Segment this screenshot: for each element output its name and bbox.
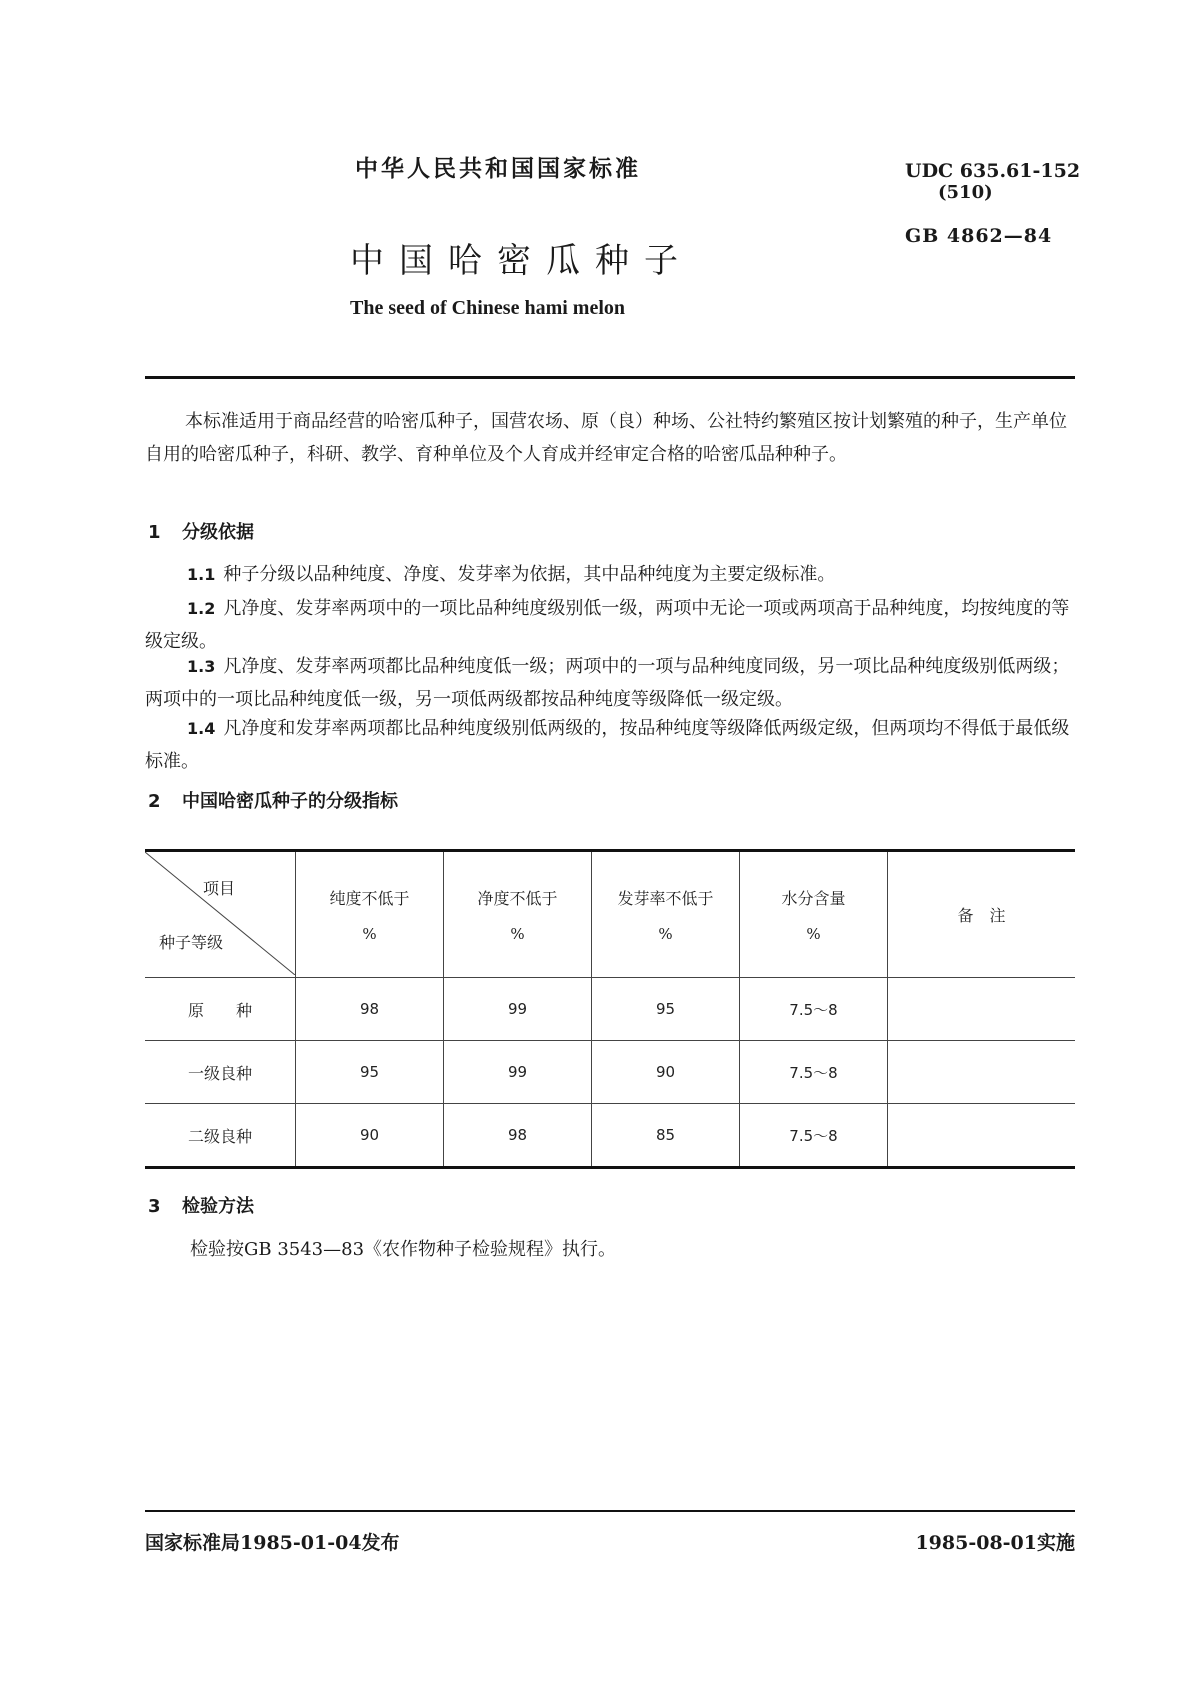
- intro-paragraph: 本标准适用于商品经营的哈密瓜种子，国营农场、原（良）种场、公社特约繁殖区按计划繁殖的种子，生产单位自用的哈密瓜种子，科研、教学、育种单位及个人育成并经审定合格的哈密瓜品种种子。: [145, 411, 1067, 465]
- clause-text: 凡净度和发芽率两项都比品种纯度级别低两级的，按品种纯度等级降低两级定级，但两项均不得低于最低级标准。: [145, 718, 1070, 772]
- clause-text: 种子分级以品种纯度、净度、发芽率为依据，其中品种纯度为主要定级标准。: [223, 564, 836, 585]
- section-title: 中国哈密瓜种子的分级指标: [182, 791, 398, 812]
- table-row: [145, 978, 1075, 1041]
- issue-date: 国家标准局1985-01-04发布: [145, 1532, 400, 1554]
- cleanliness-cell: 98: [444, 1104, 592, 1168]
- section-title: 检验方法: [182, 1196, 254, 1217]
- clause-1-2: [145, 592, 1075, 658]
- grade-cell: 二级良种: [145, 1104, 296, 1168]
- section-title: 分级依据: [182, 522, 254, 543]
- table-row: [145, 1104, 1075, 1168]
- column-header-notes: 备 注: [888, 851, 1076, 978]
- table-header-row: [145, 851, 1075, 978]
- clause-number: 1.2: [187, 599, 216, 618]
- clause-number: 1.3: [187, 657, 216, 676]
- note-cell: [888, 1041, 1076, 1104]
- effective-date: 1985-08-01实施: [915, 1532, 1075, 1554]
- section-2-heading: [148, 787, 398, 813]
- note-cell: [888, 1104, 1076, 1168]
- moisture-cell: 7.5～8: [740, 1104, 888, 1168]
- note-cell: [888, 978, 1076, 1041]
- grade-cell: 一级良种: [145, 1041, 296, 1104]
- moisture-cell: 7.5～8: [740, 978, 888, 1041]
- germination-cell: 95: [592, 978, 740, 1041]
- table-corner-cell: [145, 851, 296, 978]
- corner-label-grade: 种子等级: [159, 933, 224, 952]
- clause-1-4: [145, 712, 1075, 778]
- cleanliness-cell: 99: [444, 978, 592, 1041]
- diagonal-divider: [145, 852, 295, 975]
- cleanliness-cell: 99: [444, 1041, 592, 1104]
- section-1-heading: [148, 518, 254, 544]
- footer-divider: [145, 1510, 1075, 1512]
- clause-text: 凡净度、发芽率两项都比品种纯度低一级；两项中的一项与品种纯度同级，另一项比品种纯度级别低两级；两项中的一项比品种纯度低一级，另一项低两级都按品种纯度等级降低一级定级。: [145, 656, 1070, 710]
- grading-table: [145, 849, 1075, 1154]
- clause-1-3: [145, 650, 1075, 716]
- purity-cell: 98: [296, 978, 444, 1041]
- udc-subcode: (510): [938, 182, 993, 203]
- purity-cell: 95: [296, 1041, 444, 1104]
- germination-cell: 85: [592, 1104, 740, 1168]
- section-3-text: 检验按GB 3543—83《农作物种子检验规程》执行。: [190, 1239, 617, 1260]
- section-number: 1: [148, 522, 161, 543]
- issuing-authority-heading: 中华人民共和国国家标准: [355, 155, 641, 182]
- page-subtitle-english: The seed of Chinese hami melon: [350, 297, 625, 319]
- clause-text: 凡净度、发芽率两项中的一项比品种纯度级别低一级，两项中无论一项或两项高于品种纯度，均按纯度的等级定级。: [145, 598, 1070, 652]
- grade-cell: 原 种: [145, 978, 296, 1041]
- udc-code: UDC 635.61-152: [905, 160, 1081, 182]
- section-number: 2: [148, 791, 161, 812]
- corner-label-items: 项目: [202, 879, 235, 898]
- gb-standard-number: GB 4862—84: [905, 225, 1053, 247]
- column-header-germination: 发芽率不低于 %: [592, 851, 740, 978]
- table-row: [145, 1041, 1075, 1104]
- clause-number: 1.4: [187, 719, 216, 738]
- clause-number: 1.1: [187, 565, 216, 584]
- germination-cell: 90: [592, 1041, 740, 1104]
- page-title: 中国哈密瓜种子: [350, 241, 693, 281]
- column-header-cleanliness: 净度不低于 %: [444, 851, 592, 978]
- column-header-purity: 纯度不低于 %: [296, 851, 444, 978]
- clause-1-1: [145, 558, 1075, 591]
- column-header-moisture: 水分含量 %: [740, 851, 888, 978]
- section-number: 3: [148, 1196, 161, 1217]
- section-3-heading: [148, 1192, 254, 1218]
- header-divider: [145, 376, 1075, 379]
- moisture-cell: 7.5～8: [740, 1041, 888, 1104]
- purity-cell: 90: [296, 1104, 444, 1168]
